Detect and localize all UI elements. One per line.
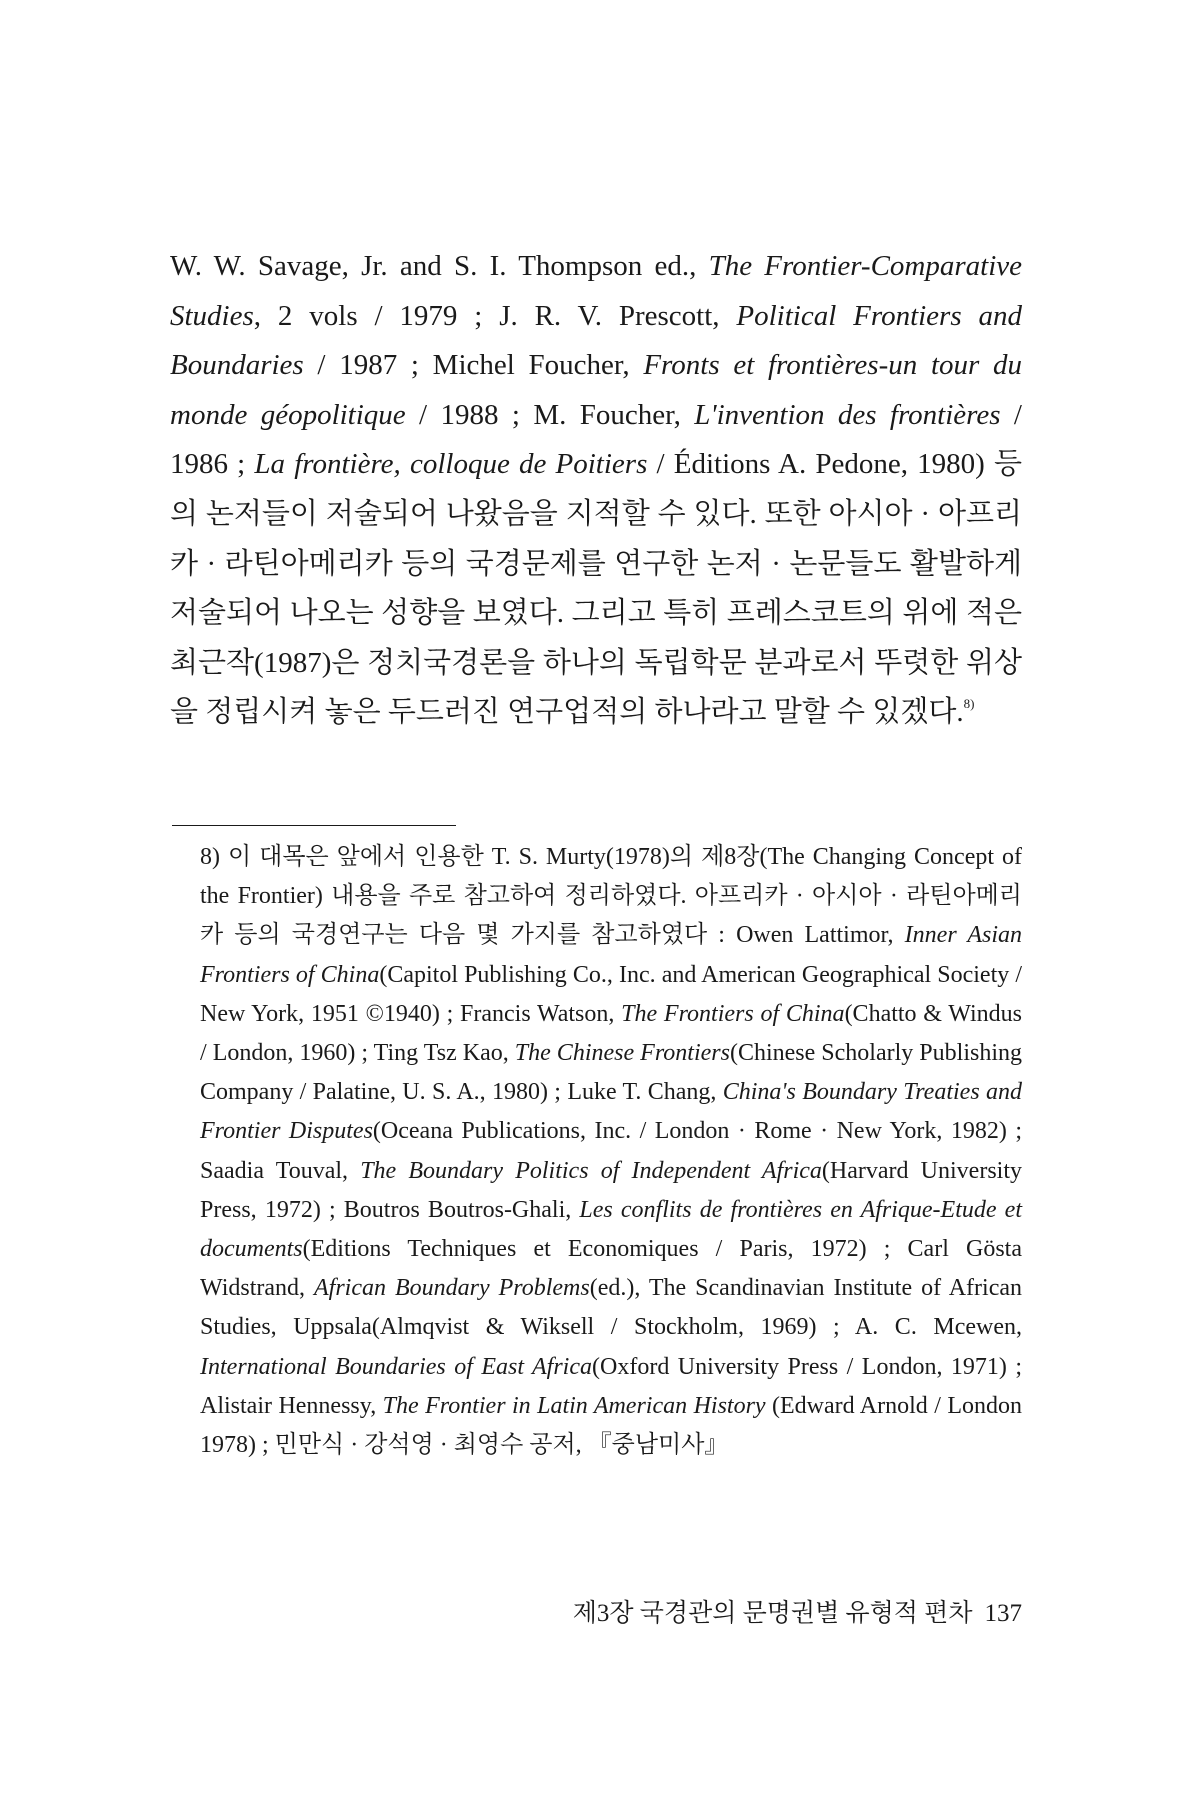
text-run: (Harvard University Press, 1972) ; Boutros Boutros-Ghali,	[200, 1157, 1022, 1223]
page-footer	[540, 1596, 1022, 1632]
book-title: Inner Asian Frontiers of China	[200, 922, 1023, 988]
book-title: The Chinese Frontiers	[514, 1040, 730, 1067]
footnote-paragraph	[200, 838, 1022, 1465]
book-title: African Boundary Problems	[314, 1275, 590, 1302]
book-title: La frontière, colloque de Poitiers	[254, 448, 648, 481]
book-title: China's Boundary Treaties and Frontier Disputes	[200, 1079, 1022, 1145]
book-title: The Frontier in Latin American History	[382, 1392, 766, 1419]
body-paragraph	[170, 242, 1022, 738]
text-run: (Chinese Scholarly Publishing Company / Palatine, U. S. A., 1980) ; Luke T. Chang,	[200, 1040, 1022, 1106]
footnote-divider	[172, 825, 456, 826]
text-run: / 1988 ; M. Foucher,	[405, 398, 695, 431]
book-title: Fronts et frontières-un tour du monde géopolitique	[170, 349, 1022, 431]
text-run: / 1987 ; Michel Foucher,	[303, 349, 644, 382]
running-head: 제3장 국경관의 문명권별 유형적 편차	[572, 1600, 973, 1627]
book-title: Political Frontiers and Boundaries	[170, 299, 1022, 382]
text-run: (ed.), The Scandinavian Institute of African Studies, Uppsala(Almqvist & Wiksell / Stockholm, 1969) ; A. C. Mcewen,	[200, 1275, 1023, 1341]
footnote-8	[200, 838, 1022, 1465]
footnote-marker[interactable]: 8)	[963, 696, 975, 712]
book-title: International Boundaries of East Africa	[200, 1353, 593, 1380]
text-run: (Capitol Publishing Co., Inc. and American Geographical Society / New York, 1951 ©1940) ; Francis Watson,	[200, 961, 1022, 1027]
body-text	[170, 242, 1022, 738]
book-title: L'invention des frontières	[694, 398, 1001, 431]
book-title: Les conflits de frontières en Afrique-Etude et documents	[200, 1196, 1022, 1263]
text-run: W. W. Savage, Jr. and S. I. Thompson ed.,	[170, 250, 709, 282]
book-title: The Frontier-Comparative Studies	[170, 250, 1023, 332]
text-run: 8) 이 대목은 앞에서 인용한 T. S. Murty(1978)의 제8장(The Changing Concept of the Frontier) 내용을 주로 참고하여 정리하였다. 아프리카 · 아시아 · 라틴아메리카 등의 국경연구는 다음 몇 가지를 참고하였다 : Owen Lattimor,	[200, 844, 1022, 949]
text-run: , 2 vols / 1979 ; J. R. V. Prescott,	[253, 299, 737, 332]
text-run: (Oxford University Press / London, 1971) ; Alistair Hennessy,	[200, 1353, 1022, 1419]
text-run: / Éditions A. Pedone, 1980) 등의 논저들이 저술되어 나왔음을 지적할 수 있다. 또한 아시아 · 아프리카 · 라틴아메리카 등의 국경문제를 연구한 논저 · 논문들도 활발하게 저술되어 나오는 성향을 보였다. 그리고 특히 프레스코트의 위에 적은 최근작(1987)은 정치국경론을 하나의 독립학문 분과로서 뚜렷한 위상을 정립시켜 놓은 두드러진 연구업적의 하나라고 말할 수 있겠다.	[170, 448, 1022, 729]
text-run: / 1986 ;	[170, 398, 1022, 481]
book-title: The Frontiers of China	[621, 1000, 845, 1027]
book-title: The Boundary Politics of Independent Africa	[360, 1157, 822, 1184]
text-run: (Oceana Publications, Inc. / London · Rome · New York, 1982) ; Saadia Touval,	[200, 1118, 1023, 1184]
text-run: (Chatto & Windus / London, 1960) ; Ting Tsz Kao,	[200, 1000, 1022, 1067]
page-number: 137	[984, 1600, 1022, 1627]
text-run: (Edward Arnold / London 1978) ; 민만식 · 강석영 · 최영수 공저, 『중남미사』	[200, 1392, 1023, 1459]
text-run: (Editions Techniques et Economiques / Paris, 1972) ; Carl Gösta Widstrand,	[200, 1236, 1022, 1302]
